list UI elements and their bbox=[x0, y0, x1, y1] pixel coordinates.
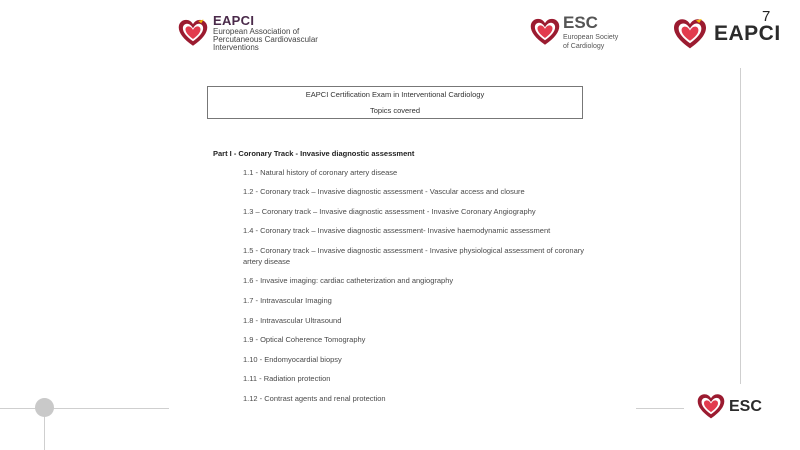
topic-item: 1.12 - Contrast agents and renal protection bbox=[243, 394, 386, 403]
esc-heart-icon bbox=[697, 393, 725, 420]
topic-item: 1.1 - Natural history of coronary artery disease bbox=[243, 168, 398, 177]
eapci-corner-name: EAPCI bbox=[714, 22, 781, 45]
eapci-corner-logo bbox=[673, 18, 781, 50]
divider-vertical-right bbox=[740, 68, 741, 384]
eapci-heart-icon bbox=[178, 18, 208, 48]
document-title-box bbox=[207, 86, 583, 119]
document-esc-full-name-1: European Society bbox=[563, 33, 619, 41]
document-eapci-full-name-2: Percutaneous Cardiovascular bbox=[213, 35, 318, 45]
topic-item: 1.5 - Coronary track – Invasive diagnostic assessment - Invasive physiological assessment of coronary artery disease bbox=[243, 246, 584, 266]
topic-item: 1.2 - Coronary track – Invasive diagnostic assessment - Vascular access and closure bbox=[243, 187, 525, 196]
document-eapci-full-name-3: Interventions bbox=[213, 43, 259, 53]
esc-heart-icon bbox=[530, 17, 560, 47]
topic-item: 1.7 - Intravascular Imaging bbox=[243, 296, 332, 305]
esc-corner-logo bbox=[697, 393, 762, 420]
topic-item: 1.8 - Intravascular Ultrasound bbox=[243, 316, 342, 325]
topic-item: 1.6 - Invasive imaging: cardiac catheterization and angiography bbox=[243, 276, 454, 285]
document-subtitle: Topics covered bbox=[369, 106, 421, 115]
document-esc-name: ESC bbox=[563, 13, 598, 32]
document-eapci-name: EAPCI bbox=[213, 13, 255, 28]
document-esc-logo bbox=[530, 14, 618, 51]
eapci-heart-icon bbox=[673, 18, 707, 50]
part-heading: Part I - Coronary Track - Invasive diagnostic assessment bbox=[213, 149, 415, 158]
page-number: 7 bbox=[762, 8, 771, 25]
divider-horizontal-left bbox=[0, 408, 169, 409]
document-title: EAPCI Certification Exam in Interventional Cardiology bbox=[305, 90, 485, 99]
decorative-dot bbox=[35, 398, 54, 417]
topic-item: 1.4 - Coronary track – Invasive diagnostic assessment- Invasive haemodynamic assessment bbox=[243, 226, 551, 235]
esc-corner-name: ESC bbox=[729, 397, 762, 415]
topic-item: 1.10 - Endomyocardial biopsy bbox=[243, 355, 342, 364]
topic-item: 1.9 - Optical Coherence Tomography bbox=[243, 335, 366, 344]
topic-item: 1.3 – Coronary track – Invasive diagnostic assessment - Invasive Coronary Angiography bbox=[243, 207, 536, 216]
topic-item: 1.11 - Radiation protection bbox=[243, 374, 331, 383]
document-eapci-full-name-1: European Association of bbox=[213, 26, 300, 36]
divider-horizontal-right bbox=[636, 408, 684, 409]
document-eapci-logo bbox=[178, 14, 318, 53]
document-esc-full-name-2: of Cardiology bbox=[563, 43, 605, 51]
